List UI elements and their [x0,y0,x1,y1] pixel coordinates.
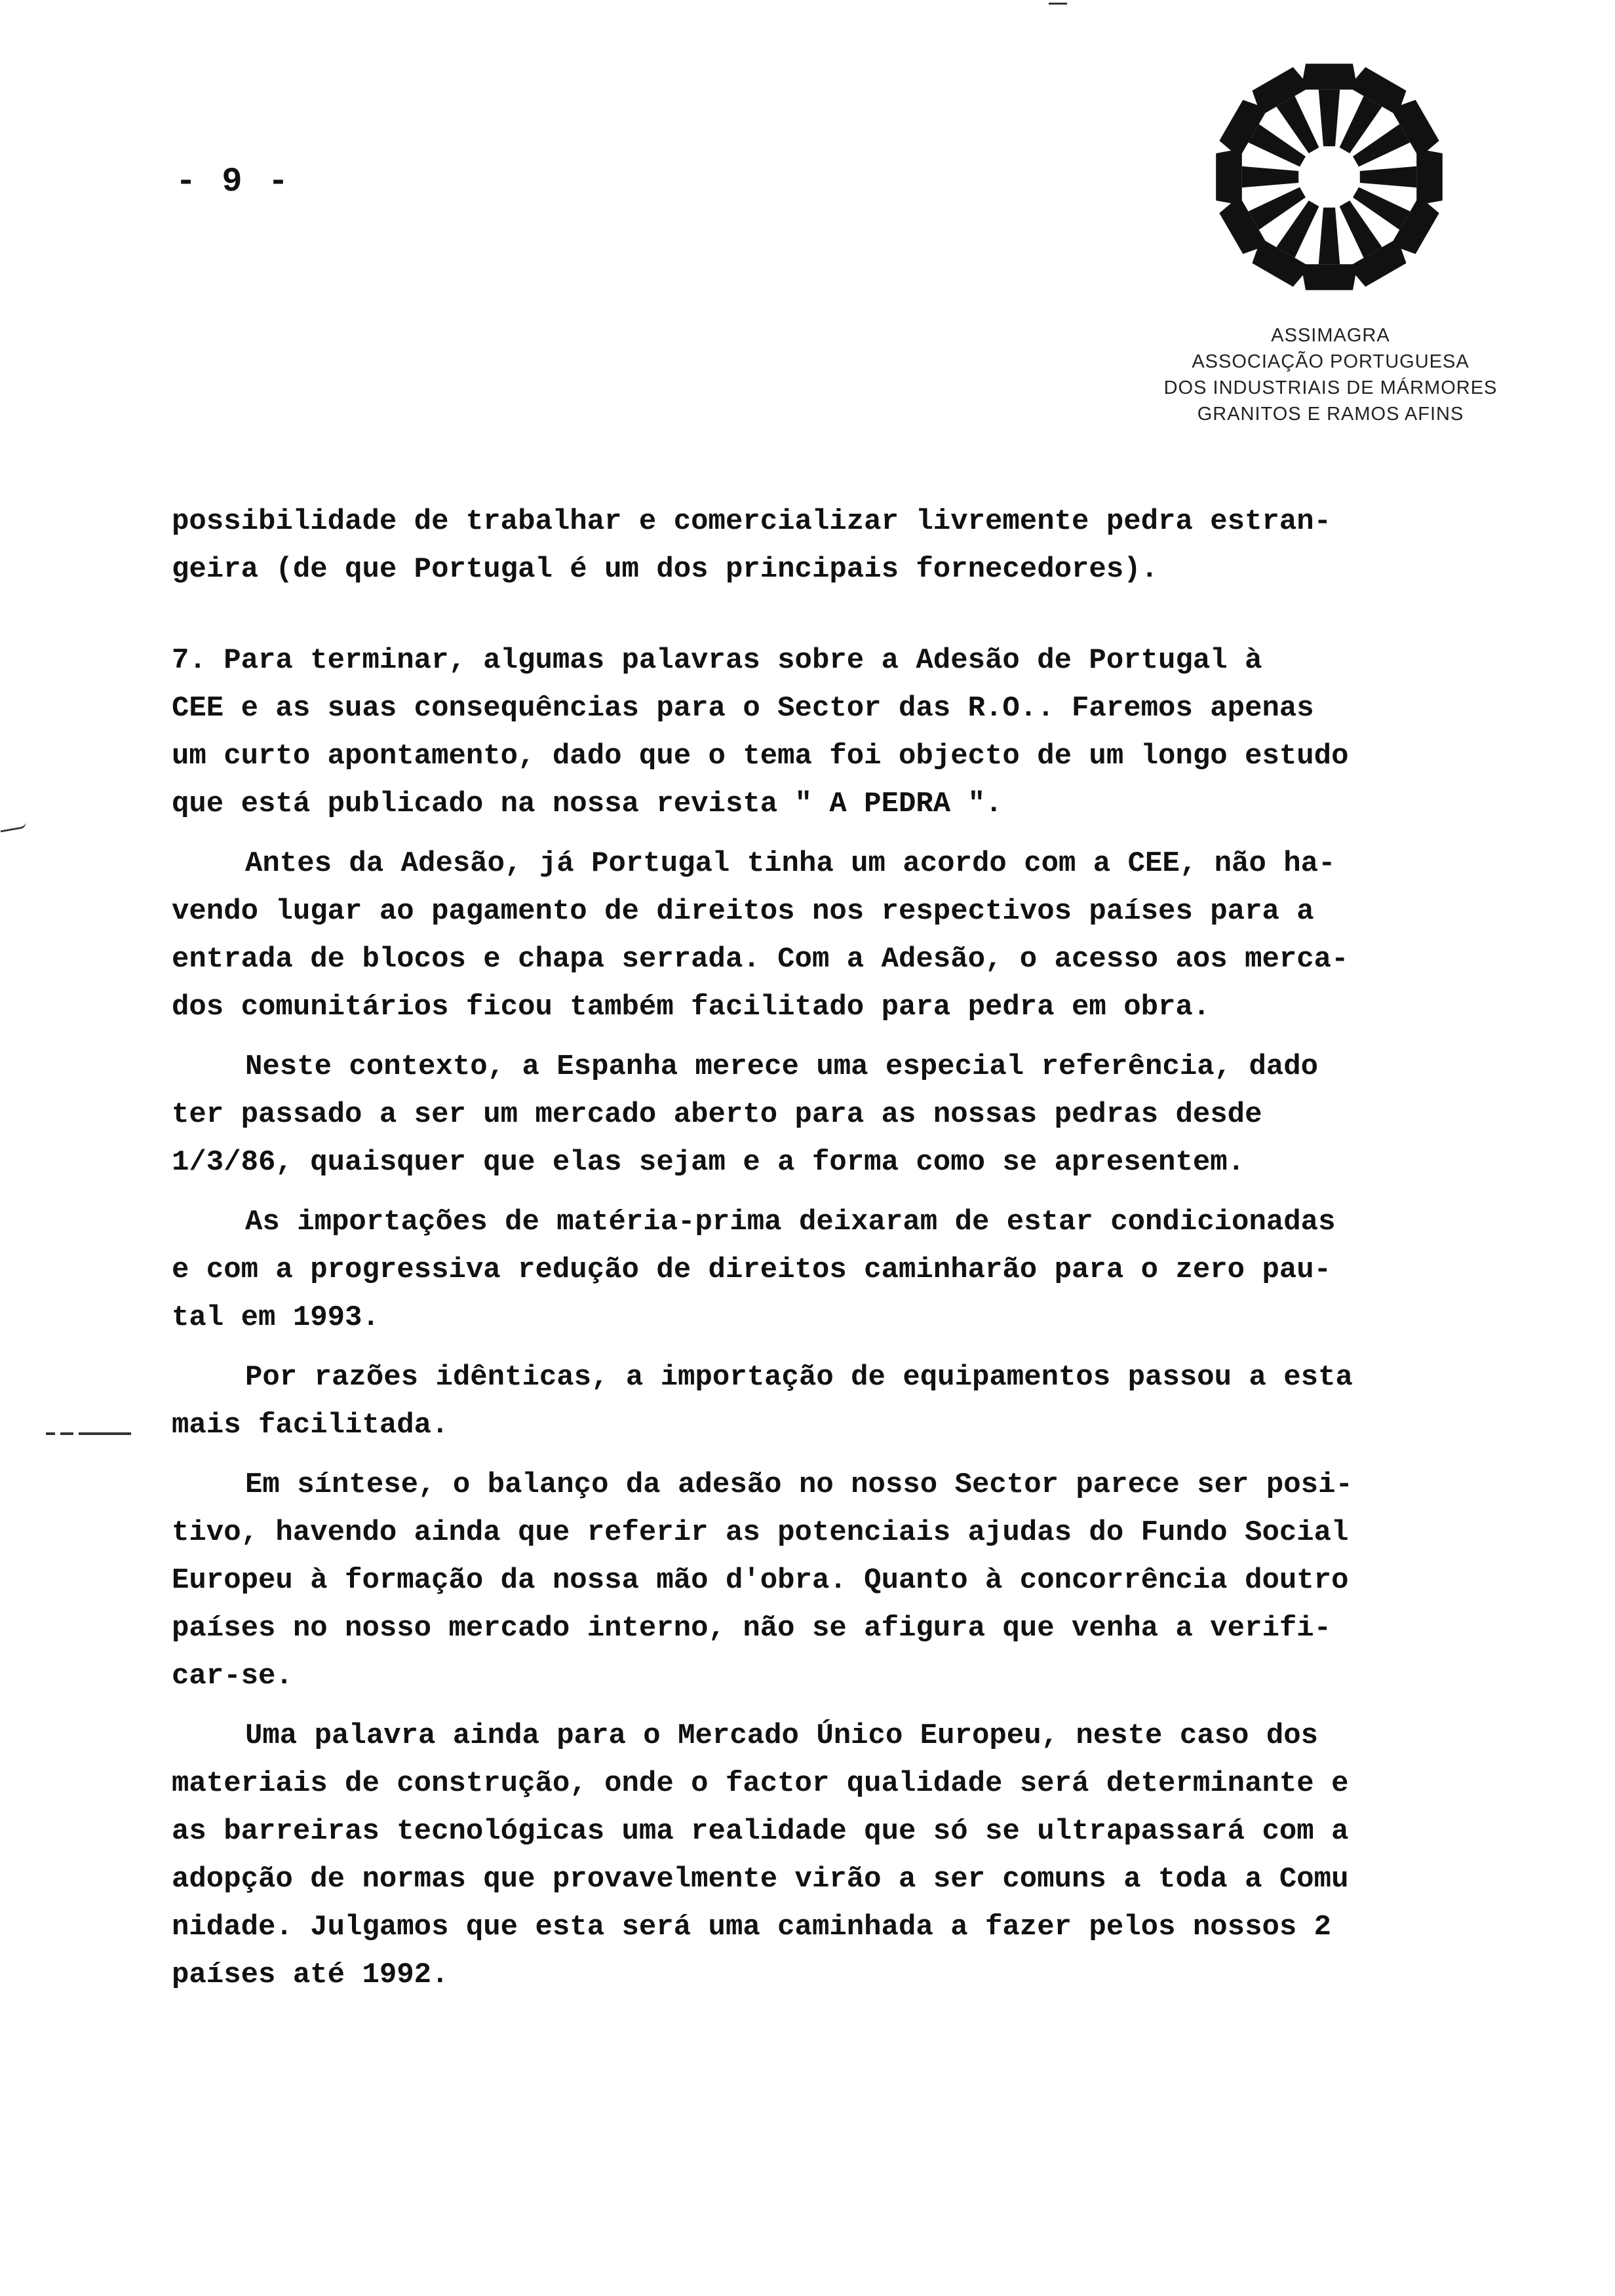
org-name-line-2: DOS INDUSTRIAIS DE MÁRMORES [1163,377,1498,398]
text-line: países no nosso mercado interno, não se afigura que venha a verifi- [172,1612,1332,1645]
text-line: possibilidade de trabalhar e comercializar livremente pedra estran- [172,505,1332,538]
text-line: Por razões idênticas, a importação de equipamentos passou a esta [245,1361,1353,1394]
text-line: car-se. [172,1660,293,1693]
text-line: 1/3/86, quaisquer que elas sejam e a forma como se apresentem. [172,1146,1245,1179]
paragraph-section-7 [172,637,1542,828]
text-line: mais facilitada. [172,1409,449,1442]
text-line: geira (de que Portugal é um dos principais fornecedores). [172,553,1159,586]
org-caption [1114,322,1547,427]
text-line: que está publicado na nossa revista " A PEDRA ". [172,788,1003,820]
text-line: as barreiras tecnológicas uma realidade que só se ultrapassará com a [172,1815,1349,1848]
text-line: um curto apontamento, dado que o tema foi objecto de um longo estudo [172,740,1349,773]
margin-mark [0,822,26,833]
margin-arrow-mark [46,1427,138,1440]
document-body [172,498,1542,1999]
text-line: Em síntese, o balanço da adesão no nosso Sector parece ser posi- [245,1468,1353,1501]
text-line: Neste contexto, a Espanha merece uma especial referência, dado [245,1050,1319,1083]
text-line: As importações de matéria-prima deixaram de estar condicionadas [245,1206,1336,1238]
paragraph-adesao [172,840,1542,1031]
text-line: Uma palavra ainda para o Mercado Único Europeu, neste caso dos [245,1719,1319,1752]
text-line: tivo, havendo ainda que referir as potenciais ajudas do Fundo Social [172,1516,1349,1549]
paragraph-sintese [172,1461,1542,1700]
text-line: e com a progressiva redução de direitos caminharão para o zero pau- [172,1253,1332,1286]
text-line: Antes da Adesão, já Portugal tinha um acordo com a CEE, não ha- [245,847,1336,880]
text-line: entrada de blocos e chapa serrada. Com a Adesão, o acesso aos merca- [172,943,1349,976]
text-line: CEE e as suas consequências para o Sector das R.O.. Faremos apenas [172,692,1314,725]
text-line: materiais de construção, onde o factor qualidade será determinante e [172,1767,1349,1800]
assimagra-radial-logo-icon [1211,59,1447,295]
org-name-line-1: ASSOCIAÇÃO PORTUGUESA [1192,351,1469,372]
text-line: tal em 1993. [172,1301,379,1334]
text-line: adopção de normas que provavelmente virão a ser comuns a toda a Comu [172,1863,1349,1896]
paragraph-continuation [172,498,1542,594]
paragraph-mercado-unico [172,1712,1542,1999]
text-line: nidade. Julgamos que esta será uma caminhada a fazer pelos nossos 2 [172,1911,1332,1943]
scan-artifact-dash [1049,3,1067,5]
text-line: dos comunitários ficou também facilitado para pedra em obra. [172,991,1211,1024]
org-acronym: ASSIMAGRA [1271,325,1390,346]
text-line: 7. Para terminar, algumas palavras sobre a Adesão de Portugal à [172,644,1262,677]
text-line: ter passado a ser um mercado aberto para as nossas pedras desde [172,1098,1262,1131]
page-number: - 9 - [176,163,292,201]
text-line: países até 1992. [172,1959,449,1991]
org-name-line-3: GRANITOS E RAMOS AFINS [1197,404,1464,425]
paragraph-equipamentos [172,1354,1542,1449]
paragraph-importacoes [172,1198,1542,1342]
paragraph-espanha [172,1043,1542,1187]
text-line: vendo lugar ao pagamento de direitos nos respectivos países para a [172,895,1314,928]
text-line: Europeu à formação da nossa mão d'obra. Quanto à concorrência doutro [172,1564,1349,1597]
